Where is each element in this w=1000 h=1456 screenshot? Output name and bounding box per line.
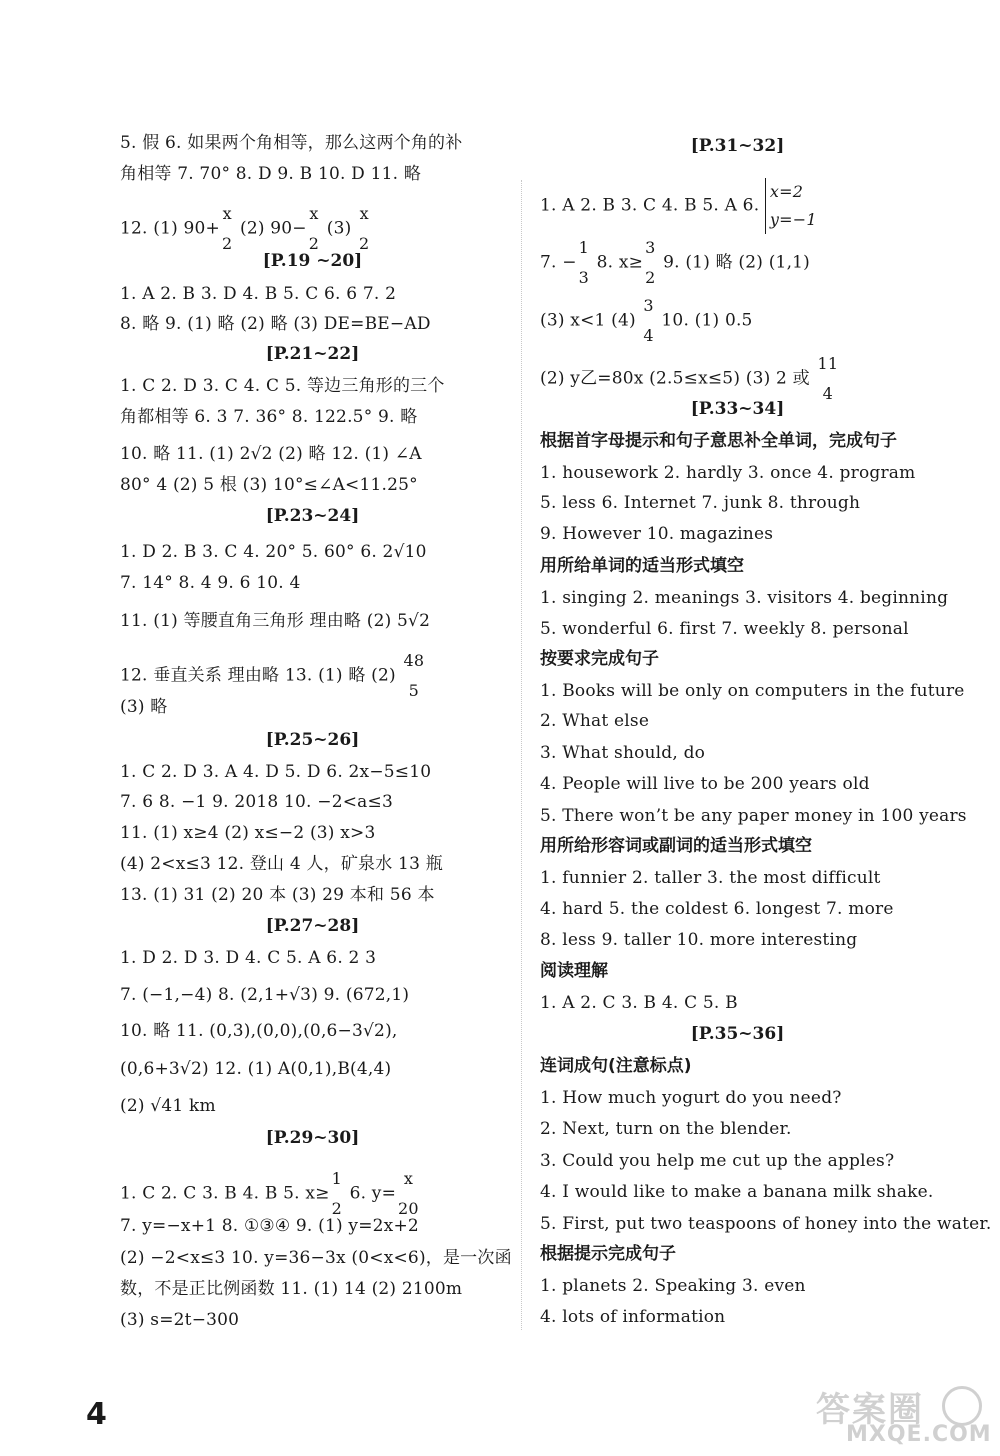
- answer-text: 12. 垂直关系 理由略 13. (1) 略 (2): [120, 665, 402, 686]
- answer-text: (2) y乙=80x (2.5≤x≤5) (3) 2 或: [540, 368, 816, 389]
- answer-line: (0,6+3√2) 12. (1) A(0,1),B(4,4): [120, 1059, 392, 1079]
- section-title: 阅读理解: [540, 961, 608, 981]
- numerator: x: [222, 204, 232, 223]
- denominator: 5: [408, 681, 420, 700]
- answer-line: 10. 略 11. (0,3),(0,0),(0,6−3√2),: [120, 1021, 398, 1041]
- denominator: 2: [359, 234, 370, 253]
- denominator: 3: [578, 268, 590, 287]
- denominator: 4: [643, 326, 654, 345]
- fraction: [332, 1168, 342, 1220]
- page-range-header: [P.23~24]: [265, 506, 360, 526]
- answer-text: (3): [321, 218, 358, 239]
- numerator: 3: [643, 296, 654, 315]
- page-range-header: [P.29~30]: [265, 1128, 360, 1148]
- answer-text: 8. x≥: [591, 252, 644, 273]
- answer-line: 1. How much yogurt do you need?: [540, 1088, 842, 1108]
- denominator: 2: [331, 1199, 342, 1218]
- fraction: [398, 1168, 419, 1220]
- page-range-header: [P.35~36]: [690, 1024, 785, 1044]
- section-title: 用所给形容词或副词的适当形式填空: [540, 836, 812, 856]
- fraction: [403, 650, 424, 702]
- answer-line: 1. planets 2. Speaking 3. even: [540, 1276, 806, 1296]
- answer-line: 13. (1) 31 (2) 20 本 (3) 29 本和 56 本: [120, 885, 435, 905]
- answer-text: 9. (1) 略 (2) (1,1): [657, 252, 811, 273]
- answer-line: 4. I would like to make a banana milk shake.: [540, 1182, 934, 1202]
- answer-line: 5. wonderful 6. first 7. weekly 8. personal: [540, 619, 909, 639]
- numerator: x: [359, 204, 369, 223]
- denominator: 2: [645, 268, 656, 287]
- numerator: 11: [817, 354, 839, 373]
- section-title: 用所给单词的适当形式填空: [540, 556, 744, 576]
- fraction: [359, 203, 369, 255]
- watermark-url: MXQE.COM: [846, 1422, 992, 1447]
- answer-line: 4. hard 5. the coldest 6. longest 7. more: [540, 899, 894, 919]
- section-title: 根据提示完成句子: [540, 1244, 676, 1264]
- answer-line: [540, 178, 817, 234]
- section-title: 根据首字母提示和句子意思补全单词，完成句子: [540, 431, 897, 451]
- answer-line: 2. What else: [540, 711, 650, 731]
- answer-text: 1. C 2. C 3. B 4. B 5. x≥: [120, 1183, 330, 1204]
- numerator: 1: [331, 1169, 342, 1188]
- answer-line: [120, 1168, 421, 1220]
- answer-line: 3. Could you help me cut up the apples?: [540, 1151, 895, 1171]
- answer-line: 1. D 2. D 3. D 4. C 5. A 6. 2 3: [120, 948, 377, 968]
- answer-line: 7. y=−x+1 8. ①③④ 9. (1) y=2x+2: [120, 1216, 419, 1236]
- answer-text: 10. (1) 0.5: [655, 310, 753, 331]
- answer-line: 1. Books will be only on computers in the future: [540, 681, 965, 701]
- answer-line: 1. A 2. B 3. D 4. B 5. C 6. 6 7. 2: [120, 284, 397, 304]
- answer-line: 5. less 6. Internet 7. junk 8. through: [540, 493, 861, 513]
- answer-line: 11. (1) 等腰直角三角形 理由略 (2) 5√2: [120, 611, 431, 631]
- numerator: 48: [403, 651, 425, 670]
- answer-line: 3. What should, do: [540, 743, 706, 763]
- answer-line: 10. 略 11. (1) 2√2 (2) 略 12. (1) ∠A: [120, 444, 422, 464]
- answer-line: 1. housework 2. hardly 3. once 4. program: [540, 463, 916, 483]
- answer-line: (3) s=2t−300: [120, 1310, 240, 1330]
- answer-text: (3) x<1 (4): [540, 310, 642, 331]
- answer-line: [540, 237, 810, 289]
- answer-line: 5. There won’t be any paper money in 100 years: [540, 806, 967, 826]
- answer-line: 1. C 2. D 3. A 4. D 5. D 6. 2x−5≤10: [120, 762, 432, 782]
- equation-system: [765, 178, 817, 234]
- section-title: 连词成句(注意标点): [540, 1056, 692, 1076]
- page-range-header: [P.33~34]: [690, 399, 785, 419]
- fraction: [645, 237, 655, 289]
- answer-line: 1. funnier 2. taller 3. the most difficult: [540, 868, 881, 888]
- denominator: 4: [822, 384, 834, 403]
- fraction: [579, 237, 589, 289]
- watermark-logo: [816, 1382, 992, 1452]
- answer-text: 1. A 2. B 3. C 4. B 5. A 6.: [540, 195, 765, 216]
- fraction: [643, 295, 653, 347]
- answer-text: 6. y=: [343, 1183, 397, 1204]
- answer-text: 7. −: [540, 252, 577, 273]
- answer-line: 4. lots of information: [540, 1307, 726, 1327]
- denominator: 2: [308, 234, 320, 253]
- answer-line: (2) √41 km: [120, 1096, 216, 1116]
- answer-line: 数，不是正比例函数 11. (1) 14 (2) 2100m: [120, 1279, 463, 1299]
- answer-line: 1. A 2. C 3. B 4. C 5. B: [540, 993, 738, 1013]
- answer-line: 80° 4 (2) 5 根 (3) 10°≤∠A<11.25°: [120, 475, 418, 495]
- answer-line: [120, 650, 426, 702]
- page-range-header: [P.19 ~20]: [262, 251, 363, 271]
- answer-line: 2. Next, turn on the blender.: [540, 1119, 792, 1139]
- answer-line: (4) 2<x≤3 12. 登山 4 人，矿泉水 13 瓶: [120, 854, 443, 874]
- watermark-badge-icon: [942, 1386, 982, 1426]
- page-number: 4: [86, 1397, 107, 1432]
- answer-line: [120, 203, 371, 255]
- answer-line: 7. (−1,−4) 8. (2,1+√3) 9. (672,1): [120, 985, 410, 1005]
- answer-line: 1. C 2. D 3. C 4. C 5. 等边三角形的三个: [120, 376, 445, 396]
- answer-line: 角都相等 6. 3 7. 36° 8. 122.5° 9. 略: [120, 407, 418, 427]
- answer-line: [540, 295, 753, 347]
- answer-line: 5. First, put two teaspoons of honey into the water.: [540, 1214, 992, 1234]
- fraction: [309, 203, 319, 255]
- answer-line: 4. People will live to be 200 years old: [540, 774, 870, 794]
- answer-line: (2) −2<x≤3 10. y=36−3x (0<x<6)，是一次函: [120, 1248, 512, 1268]
- numerator: x: [403, 1169, 414, 1188]
- page-range-header: [P.31~32]: [690, 136, 785, 156]
- denominator: 2: [222, 234, 233, 253]
- page-range-header: [P.25~26]: [265, 730, 360, 750]
- answer-line: 5. 假 6. 如果两个角相等，那么这两个角的补: [120, 133, 463, 153]
- answer-text: (2) 90−: [234, 218, 307, 239]
- answer-line: 7. 14° 8. 4 9. 6 10. 4: [120, 573, 301, 593]
- fraction: [222, 203, 232, 255]
- answer-line: 8. less 9. taller 10. more interesting: [540, 930, 858, 950]
- answer-line: 1. singing 2. meanings 3. visitors 4. beginning: [540, 588, 949, 608]
- denominator: 20: [398, 1199, 419, 1218]
- answer-line: 角相等 7. 70° 8. D 9. B 10. D 11. 略: [120, 164, 422, 184]
- page-range-header: [P.27~28]: [265, 916, 360, 936]
- page-range-header: [P.21~22]: [265, 344, 360, 364]
- column-divider: [521, 180, 522, 1330]
- answer-line: (3) 略: [120, 697, 168, 717]
- answer-line: 7. 6 8. −1 9. 2018 10. −2<a≤3: [120, 792, 393, 812]
- section-title: 按要求完成句子: [540, 649, 659, 669]
- watermark-title: 答案圈: [816, 1390, 924, 1430]
- equation-y: y=−1: [769, 210, 817, 229]
- numerator: 1: [578, 238, 590, 257]
- equation-x: x=2: [769, 182, 804, 201]
- answer-line: 8. 略 9. (1) 略 (2) 略 (3) DE=BE−AD: [120, 314, 431, 334]
- answer-text: 12. (1) 90+: [120, 218, 220, 239]
- numerator: x: [309, 204, 319, 223]
- answer-line: 11. (1) x≥4 (2) x≤−2 (3) x>3: [120, 823, 376, 843]
- answer-line: 9. However 10. magazines: [540, 524, 774, 544]
- numerator: 3: [645, 238, 656, 257]
- answer-line: 1. D 2. B 3. C 4. 20° 5. 60° 6. 2√10: [120, 542, 427, 562]
